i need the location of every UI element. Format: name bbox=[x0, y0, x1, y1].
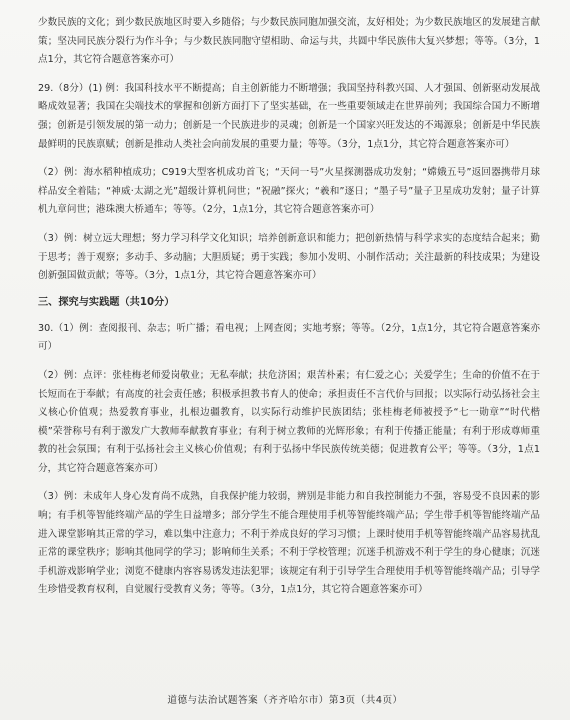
paragraph-q30-part3: （3）例：未成年人身心发育尚不成熟，自我保护能力较弱，辨别是非能力和自我控制能力不强，容易受不良因素的影响；有手机等智能终端产品的学生日益增多；部分学生不能合理使用手机等智能终端产品；学生带手机等智能终端产品进入课堂影响其正常的学习，难以集中注意力；不利于养成良好的学习习惯；上课时使用手机等智能终端产品容易扰乱正常的课堂秩序；影响其他同学的学习；影响师生关系；不利于学校管理；沉迷手机游戏不利于学生的身心健康；沉迷手机游戏影响学业；浏览不健康内容容易诱发违法犯罪；该规定有利于引导学生合理使用手机等智能终端产品；引导学生珍惜受教育权利，自觉履行受教育义务；等等。（3分，1点1分，其它符合题意答案亦可） bbox=[38, 491, 540, 596]
paragraph-q30-part2: （2）例：点评：张桂梅老师爱岗敬业；无私奉献；扶危济困；艰苦朴素；有仁爱之心；关爱学生；生命的价值不在于长短而在于奉献；有高度的社会责任感；积极承担教书育人的使命；承担责任不言代价与回报；以实际行动弘扬社会主义核心价值观；热爱教育事业，扎根边疆教育，以实际行动维护民族团结；张桂梅老师被授予“七一勋章”“时代楷模”荣誉称号有利于激发广大教师奉献教育事业；有利于树立教师的光辉形象；有利于传播正能量；有利于形成尊师重教的社会氛围；有利于弘扬社会主义核心价值观；有利于弘扬中华民族传统美德；促进教育公平；等等。（3分，1点1分，其它符合题意答案亦可） bbox=[38, 369, 540, 474]
section-title-inquiry-practice: 三、探究与实践题（共10分） bbox=[38, 296, 175, 308]
page-footer: 道德与法治试题答案（齐齐哈尔市）第3页（共4页） bbox=[167, 695, 403, 706]
paragraph-q29-part3: （3）例：树立远大理想；努力学习科学文化知识；培养创新意识和能力；把创新热情与科学求实的态度结合起来；勤于思考；善于观察；多动手、多动脑；大胆质疑；勇于实践；参加小发明、小制作活动；关注最新的科技成果；为建设创新强国做贡献；等等。（3分，1点1分，其它符合题意答案亦可） bbox=[38, 232, 540, 282]
paragraph-q28-continued: 少数民族的文化；到少数民族地区时要入乡随俗；与少数民族同胞加强交流，友好相处；为少数民族地区的发展建言献策；坚决同民族分裂行为作斗争；与少数民族同胞守望相助、命运与共，共圆中华民族伟大复兴梦想；等等。（3分，1点1分，其它符合题意答案亦可） bbox=[38, 17, 540, 66]
paragraph-q29-part2: （2）例：海水稻种植成功；C919大型客机成功首飞；“天问一号”火星探测器成功发射；“嫦娥五号”返回器携带月球样品安全着陆；“神威·太湖之光”超级计算机问世；“祝融”探火；“羲和”逐日；“墨子号”量子卫星成功发射；量子计算机九章问世；港珠澳大桥通车；等等。（2分，1点1分，其它符合题意答案亦可） bbox=[38, 167, 540, 216]
paragraph-q29-part1: 29.（8分）(1) 例：我国科技水平不断提高；自主创新能力不断增强；我国坚持科教兴国、人才强国、创新驱动发展战略成效显著；我国在尖端技术的掌握和创新方面打下了坚实基础，在一些重要领域走在世界前列；我国综合国力不断增强；创新是引领发展的第一动力；创新是一个民族进步的灵魂；创新是一个国家兴旺发达的不竭源泉；创新是中华民族最鲜明的民族禀赋；创新是推动人类社会向前发展的重要力量；等等。（3分，1点1分，其它符合题意答案亦可） bbox=[38, 82, 540, 150]
paragraph-q30-part1: 30.（1）例：查阅报刊、杂志；听广播；看电视；上网查阅；实地考察；等等。（2分，1点1分，其它符合题意答案亦可） bbox=[38, 322, 540, 353]
